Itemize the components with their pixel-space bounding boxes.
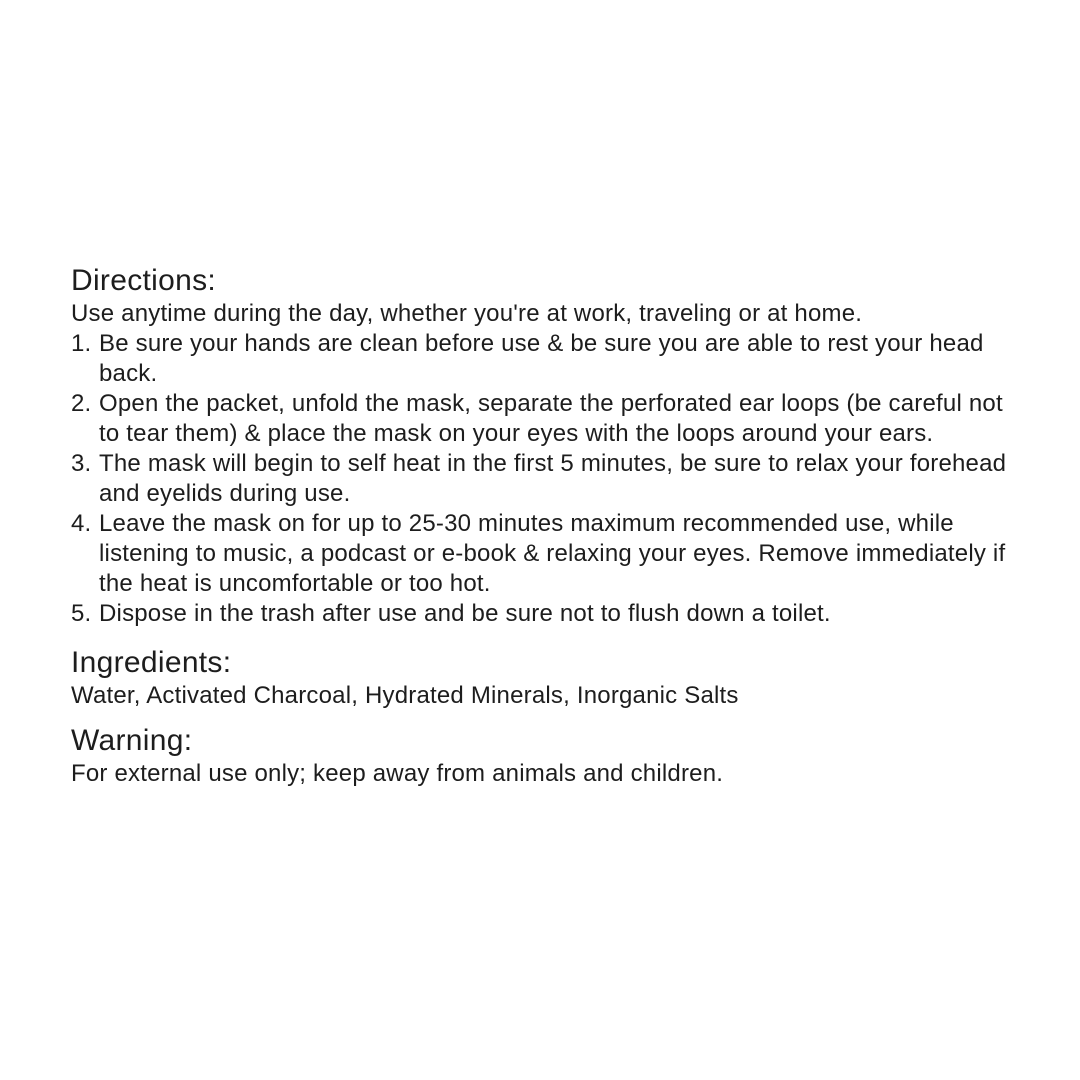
step-item (71, 599, 1021, 629)
directions-intro: Use anytime during the day, whether you're at work, traveling or at home. (71, 300, 863, 327)
step-number: 3. (71, 450, 92, 477)
warning-section (71, 723, 1021, 789)
step-number: 1. (71, 330, 92, 357)
step-item (71, 389, 1021, 449)
step-text: Open the packet, unfold the mask, separate the perforated ear loops (be careful not to tear them) & place the mask on your eyes with the loops around your ears. (99, 390, 1003, 447)
directions-heading: Directions: (71, 264, 217, 297)
step-item (71, 329, 1021, 389)
step-text: Leave the mask on for up to 25-30 minutes maximum recommended use, while listening to music, a podcast or e-book & relaxing your eyes. Remove immediately if the heat is uncomfortable or too hot. (99, 510, 1006, 597)
step-item (71, 449, 1021, 509)
label-content (71, 263, 1021, 789)
ingredients-heading: Ingredients: (71, 646, 232, 679)
ingredients-section (71, 645, 1021, 711)
ingredients-text: Water, Activated Charcoal, Hydrated Minerals, Inorganic Salts (71, 682, 739, 709)
directions-steps-list (71, 329, 1021, 629)
step-text: Be sure your hands are clean before use & be sure you are able to rest your head back. (99, 330, 984, 387)
step-number: 2. (71, 390, 92, 417)
directions-section (71, 263, 1021, 629)
step-item (71, 509, 1021, 599)
step-text: Dispose in the trash after use and be sure not to flush down a toilet. (99, 600, 831, 627)
step-number: 4. (71, 510, 92, 537)
warning-heading: Warning: (71, 724, 193, 757)
step-text: The mask will begin to self heat in the first 5 minutes, be sure to relax your forehead and eyelids during use. (99, 450, 1007, 507)
warning-text: For external use only; keep away from animals and children. (71, 760, 724, 787)
step-number: 5. (71, 600, 92, 627)
